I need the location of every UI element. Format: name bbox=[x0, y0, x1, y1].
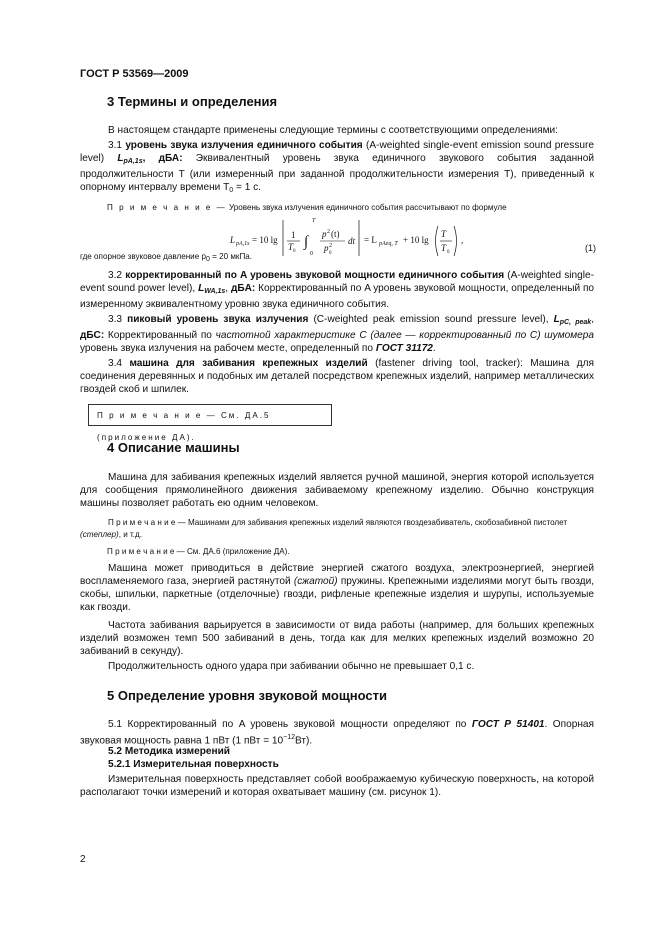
svg-text:L: L bbox=[230, 235, 236, 245]
s4-paragraph-3: Частота забивания варьируется в зависимости от вида работы (например, для больших крепежных изделий возможен темп 500 забиваний в день, тогда как для мелких крепежных изделий возможно 20 забиваний в секунду). bbox=[80, 620, 594, 657]
s5-2-1-heading: 5.2.1 Измерительная поверхность bbox=[108, 759, 279, 770]
formula-where: где опорное звуковое давление p0 = 20 мкПа. bbox=[80, 252, 253, 263]
svg-text:T: T bbox=[288, 242, 294, 252]
svg-text:0: 0 bbox=[447, 250, 450, 255]
svg-text:= 10 lg: = 10 lg bbox=[252, 235, 278, 245]
svg-text:1: 1 bbox=[291, 230, 296, 240]
s4-paragraph-1: Машина для забивания крепежных изделий является ручной машиной, энергия которой используется для сообщения прямолинейного движения забиваемому крепежному изделию. Обычно конструкция машины позволяет работать ею одним человеком. bbox=[80, 472, 594, 509]
s4-note-2: П р и м е ч а н и е — См. ДА.6 (приложение ДА). bbox=[107, 547, 290, 556]
svg-text:pA,1s: pA,1s bbox=[236, 241, 250, 247]
s4-note-1: П р и м е ч а н и е — Машинами для забивания крепежных изделий являются гвоздезабиватель, скобозабивной пистолет (степлер), и т.д. bbox=[80, 518, 568, 539]
svg-text:p: p bbox=[322, 229, 327, 239]
page-number: 2 bbox=[80, 854, 86, 865]
svg-text:0: 0 bbox=[310, 251, 313, 257]
s4-paragraph-2: Машина может приводиться в действие энергией сжатого воздуха, электроэнергией, энергией воспламеняемого газа, энергией растянутой (сжатой) пружины. Крепежными изделиями могут быть гвозди, скобы, шпильки, паркетные (отделочные) гвозди, рифленые крепежные изделия и шурупы, используемые как гвозди. bbox=[80, 563, 595, 613]
svg-text:T: T bbox=[441, 243, 447, 253]
svg-text:T: T bbox=[441, 229, 447, 239]
term-3-4: 3.4 машина для забивания крепежных изделий (fastener driving tool, tracker): Машина для соединения деревянных и подобных им деталей посредством крепежных изделий, например металлических гвоздей скоб и шпилек. bbox=[80, 358, 594, 395]
s4-paragraph-4: Продолжительность одного удара при забивании обычно не превышает 0,1 с. bbox=[108, 661, 475, 672]
term-3-3: 3.3 пиковый уровень звука излучения (C-weighted peak emission sound pressure level), $L_{pC, peak}$, дБС: Корректированный по частотной характеристике С (далее — корректированный по С) шумомера уровень звука излучения на рабочем месте, определенный по ГОСТ 31172. bbox=[80, 314, 594, 354]
section-3-heading: 3 Термины и определения bbox=[107, 94, 278, 109]
s5-2-heading: 5.2 Методика измерений bbox=[108, 746, 230, 757]
svg-text:pAeq, T: pAeq, T bbox=[379, 241, 398, 247]
formula-number: (1) bbox=[585, 243, 596, 253]
svg-text:(t): (t) bbox=[331, 229, 340, 239]
term-3-1: 3.1 уровень звука излучения единичного события (A-weighted single-event emission sound pressure level) $L_{pA,1s}$, дБА: Эквивалентный уровень звука единичного звукового события заданной продолжительности T (или измеренный при заданной продолжительности измерения T), приведенный к опорному интервалу времени $T_0 = 1$ с. bbox=[80, 140, 594, 194]
svg-text:0: 0 bbox=[293, 249, 296, 254]
note-box-da5: П р и м е ч а н и е — См. ДА.5 (приложение ДА). bbox=[88, 404, 332, 426]
svg-text:0: 0 bbox=[329, 251, 332, 256]
term-3-2: 3.2 корректированный по A уровень звуковой мощности единичного события (A-weighted single-event sound power level), $L_{WA,1s}$, дБA: Корректированный по A уровень звуковой мощности, определенный по измеренному эквивалентному уровню звука единичного события. bbox=[80, 270, 595, 310]
s5-paragraph-1: 5.1 Корректированный по A уровень звуковой мощности определяют по ГОСТ Р 51401. Опорная звуковая мощность равна 1 пВт (1 пВт = $10^{-12}Вт$). bbox=[80, 719, 594, 747]
svg-text:2: 2 bbox=[329, 243, 332, 249]
svg-text:T: T bbox=[312, 218, 316, 224]
svg-text:2: 2 bbox=[327, 229, 330, 235]
svg-text:= L: = L bbox=[364, 235, 377, 245]
s5-paragraph-2: Измерительная поверхность представляет собой воображаемую кубическую поверхность, на которой располагают точки измерений и которая охватывает машину (см. рисунок 1). bbox=[80, 774, 594, 798]
svg-text:+ 10 lg: + 10 lg bbox=[403, 235, 429, 245]
note-formula-intro: П р и м е ч а н и е — Уровень звука излучения единичного события рассчитывают по формуле bbox=[107, 203, 507, 212]
svg-text:p: p bbox=[324, 243, 329, 253]
section-5-heading: 5 Определение уровня звуковой мощности bbox=[107, 688, 388, 703]
section-4-heading: 4 Описание машины bbox=[107, 440, 240, 455]
svg-text:∫: ∫ bbox=[304, 234, 309, 250]
svg-text:,: , bbox=[461, 235, 464, 245]
document-header: ГОСТ Р 53569—2009 bbox=[80, 68, 189, 80]
s3-intro: В настоящем стандарте применены следующие термины с соответствующими определениями: bbox=[108, 125, 558, 136]
svg-text:dt: dt bbox=[348, 236, 356, 246]
